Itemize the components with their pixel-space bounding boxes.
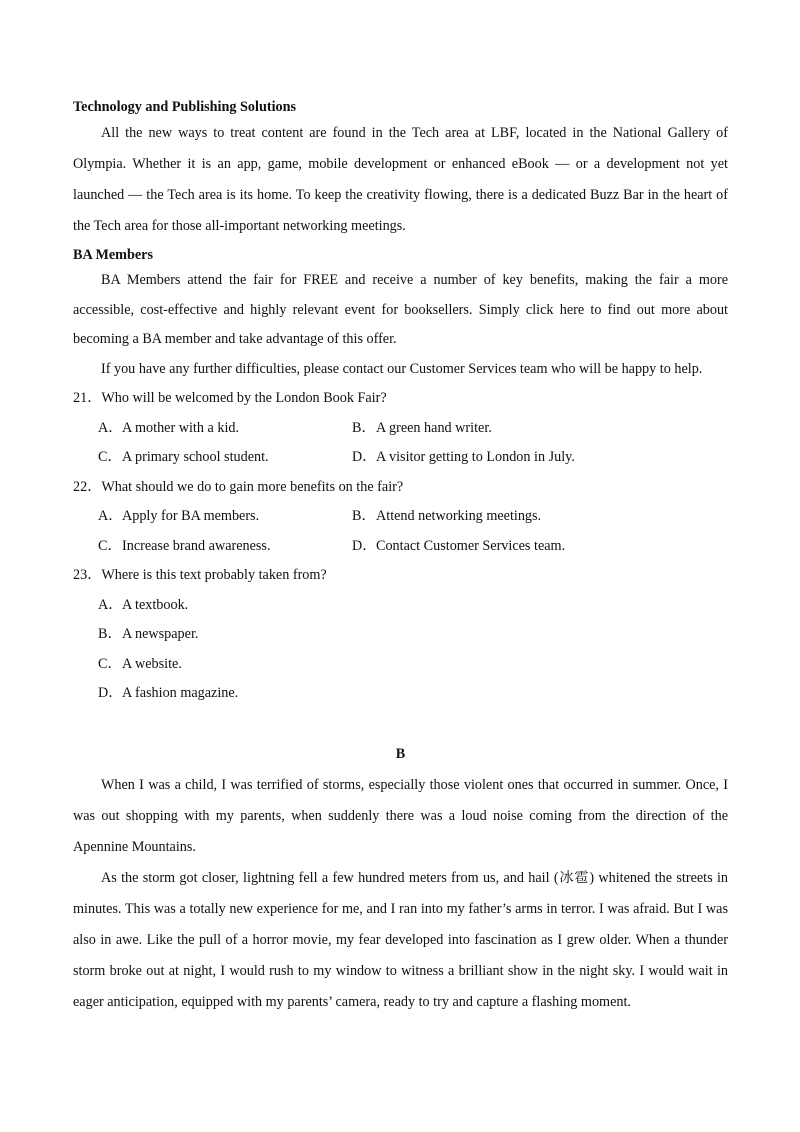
question-stem: 21．Who will be welcomed by the London Book Fair? <box>73 390 387 406</box>
options-row <box>73 443 728 473</box>
option-text: A mother with a kid. <box>122 419 240 436</box>
question-23 <box>73 561 728 709</box>
question-21 <box>73 384 728 473</box>
passage-b-paragraph-2: As the storm got closer, lightning fell a few hundred meters from us, and hail (冰雹) whitened the streets in minutes. This was a totally new experience for me, and I ran into my father’s arms in terror. I was afraid. But I was also in awe. Like the pull of a horror movie, my fear developed into fascination as I grew older. When a thunder storm broke out at night, I would rush to my window to witness a brilliant show in the night sky. I would wait in eager anticipation, equipped with my parents’ camera, ready to try and capture a flashing moment. <box>73 869 728 1010</box>
option-letter: D． <box>352 537 377 554</box>
section-heading-ba: BA Members <box>73 247 153 263</box>
passage-title: B <box>395 745 406 762</box>
option-letter: C． <box>98 537 122 554</box>
option-letter: D． <box>352 449 377 465</box>
option-letter: A． <box>98 508 123 524</box>
question-stem: 23．Where is this text probably taken from? <box>73 567 327 583</box>
option-c <box>73 650 728 680</box>
option-text: Increase brand awareness. <box>122 537 271 554</box>
option-c <box>98 443 352 473</box>
option-d <box>73 679 728 709</box>
option-text: A fashion magazine. <box>122 685 239 701</box>
option-text: Attend networking meetings. <box>376 508 542 524</box>
document-page <box>73 96 728 1018</box>
option-letter: C． <box>98 655 122 672</box>
option-letter: C． <box>98 449 122 465</box>
option-text: A primary school student. <box>122 449 269 465</box>
option-text: A green hand writer. <box>376 419 492 436</box>
option-d <box>352 532 606 562</box>
option-text: Contact Customer Services team. <box>376 537 566 554</box>
paragraph-tech: All the new ways to treat content are found in the Tech area at LBF, located in the National Gallery of Olympia. Whether it is an app, game, mobile development or enhanced eBook — or a development not yet launched — the Tech area is its home. To keep the creativity flowing, there is a dedicated Buzz Bar in the heart of the Tech area for those all-important networking meetings. <box>73 125 728 234</box>
option-b <box>352 414 606 444</box>
option-text: Apply for BA members. <box>122 508 260 524</box>
option-c <box>98 532 352 562</box>
option-text: A visitor getting to London in July. <box>376 449 575 465</box>
option-text: A website. <box>122 655 182 672</box>
paragraph-contact: If you have any further difficulties, please contact our Customer Services team who will be happy to help. <box>101 360 703 377</box>
options-row <box>73 414 728 444</box>
spacer <box>73 709 728 739</box>
option-letter: D． <box>98 685 123 701</box>
option-letter: B． <box>352 508 376 524</box>
option-a <box>98 414 352 444</box>
options-row <box>73 532 728 562</box>
option-text: A textbook. <box>122 596 189 613</box>
options-row <box>73 502 728 532</box>
passage-b-paragraph-1: When I was a child, I was terrified of storms, especially those violent ones that occurred in summer. Once, I was out shopping with my parents, when suddenly there was a loud noise coming from the direction of the Apennine Mountains. <box>73 776 728 855</box>
option-b <box>352 502 606 532</box>
option-d <box>352 443 606 473</box>
question-22 <box>73 473 728 562</box>
section-heading-tech: Technology and Publishing Solutions <box>73 99 297 115</box>
option-letter: B． <box>352 419 376 436</box>
option-letter: A． <box>98 419 123 436</box>
paragraph-ba: BA Members attend the fair for FREE and receive a number of key benefits, making the fair a more accessible, cost-effective and highly relevant event for booksellers. Simply click here to find out more about becoming a BA member and take advantage of this offer. <box>73 272 728 347</box>
option-a <box>98 502 352 532</box>
option-letter: A． <box>98 596 123 613</box>
option-letter: B． <box>98 626 122 642</box>
option-a <box>73 591 728 621</box>
option-text: A newspaper. <box>122 626 199 642</box>
option-b <box>73 620 728 650</box>
question-stem: 22．What should we do to gain more benefits on the fair? <box>73 478 404 495</box>
